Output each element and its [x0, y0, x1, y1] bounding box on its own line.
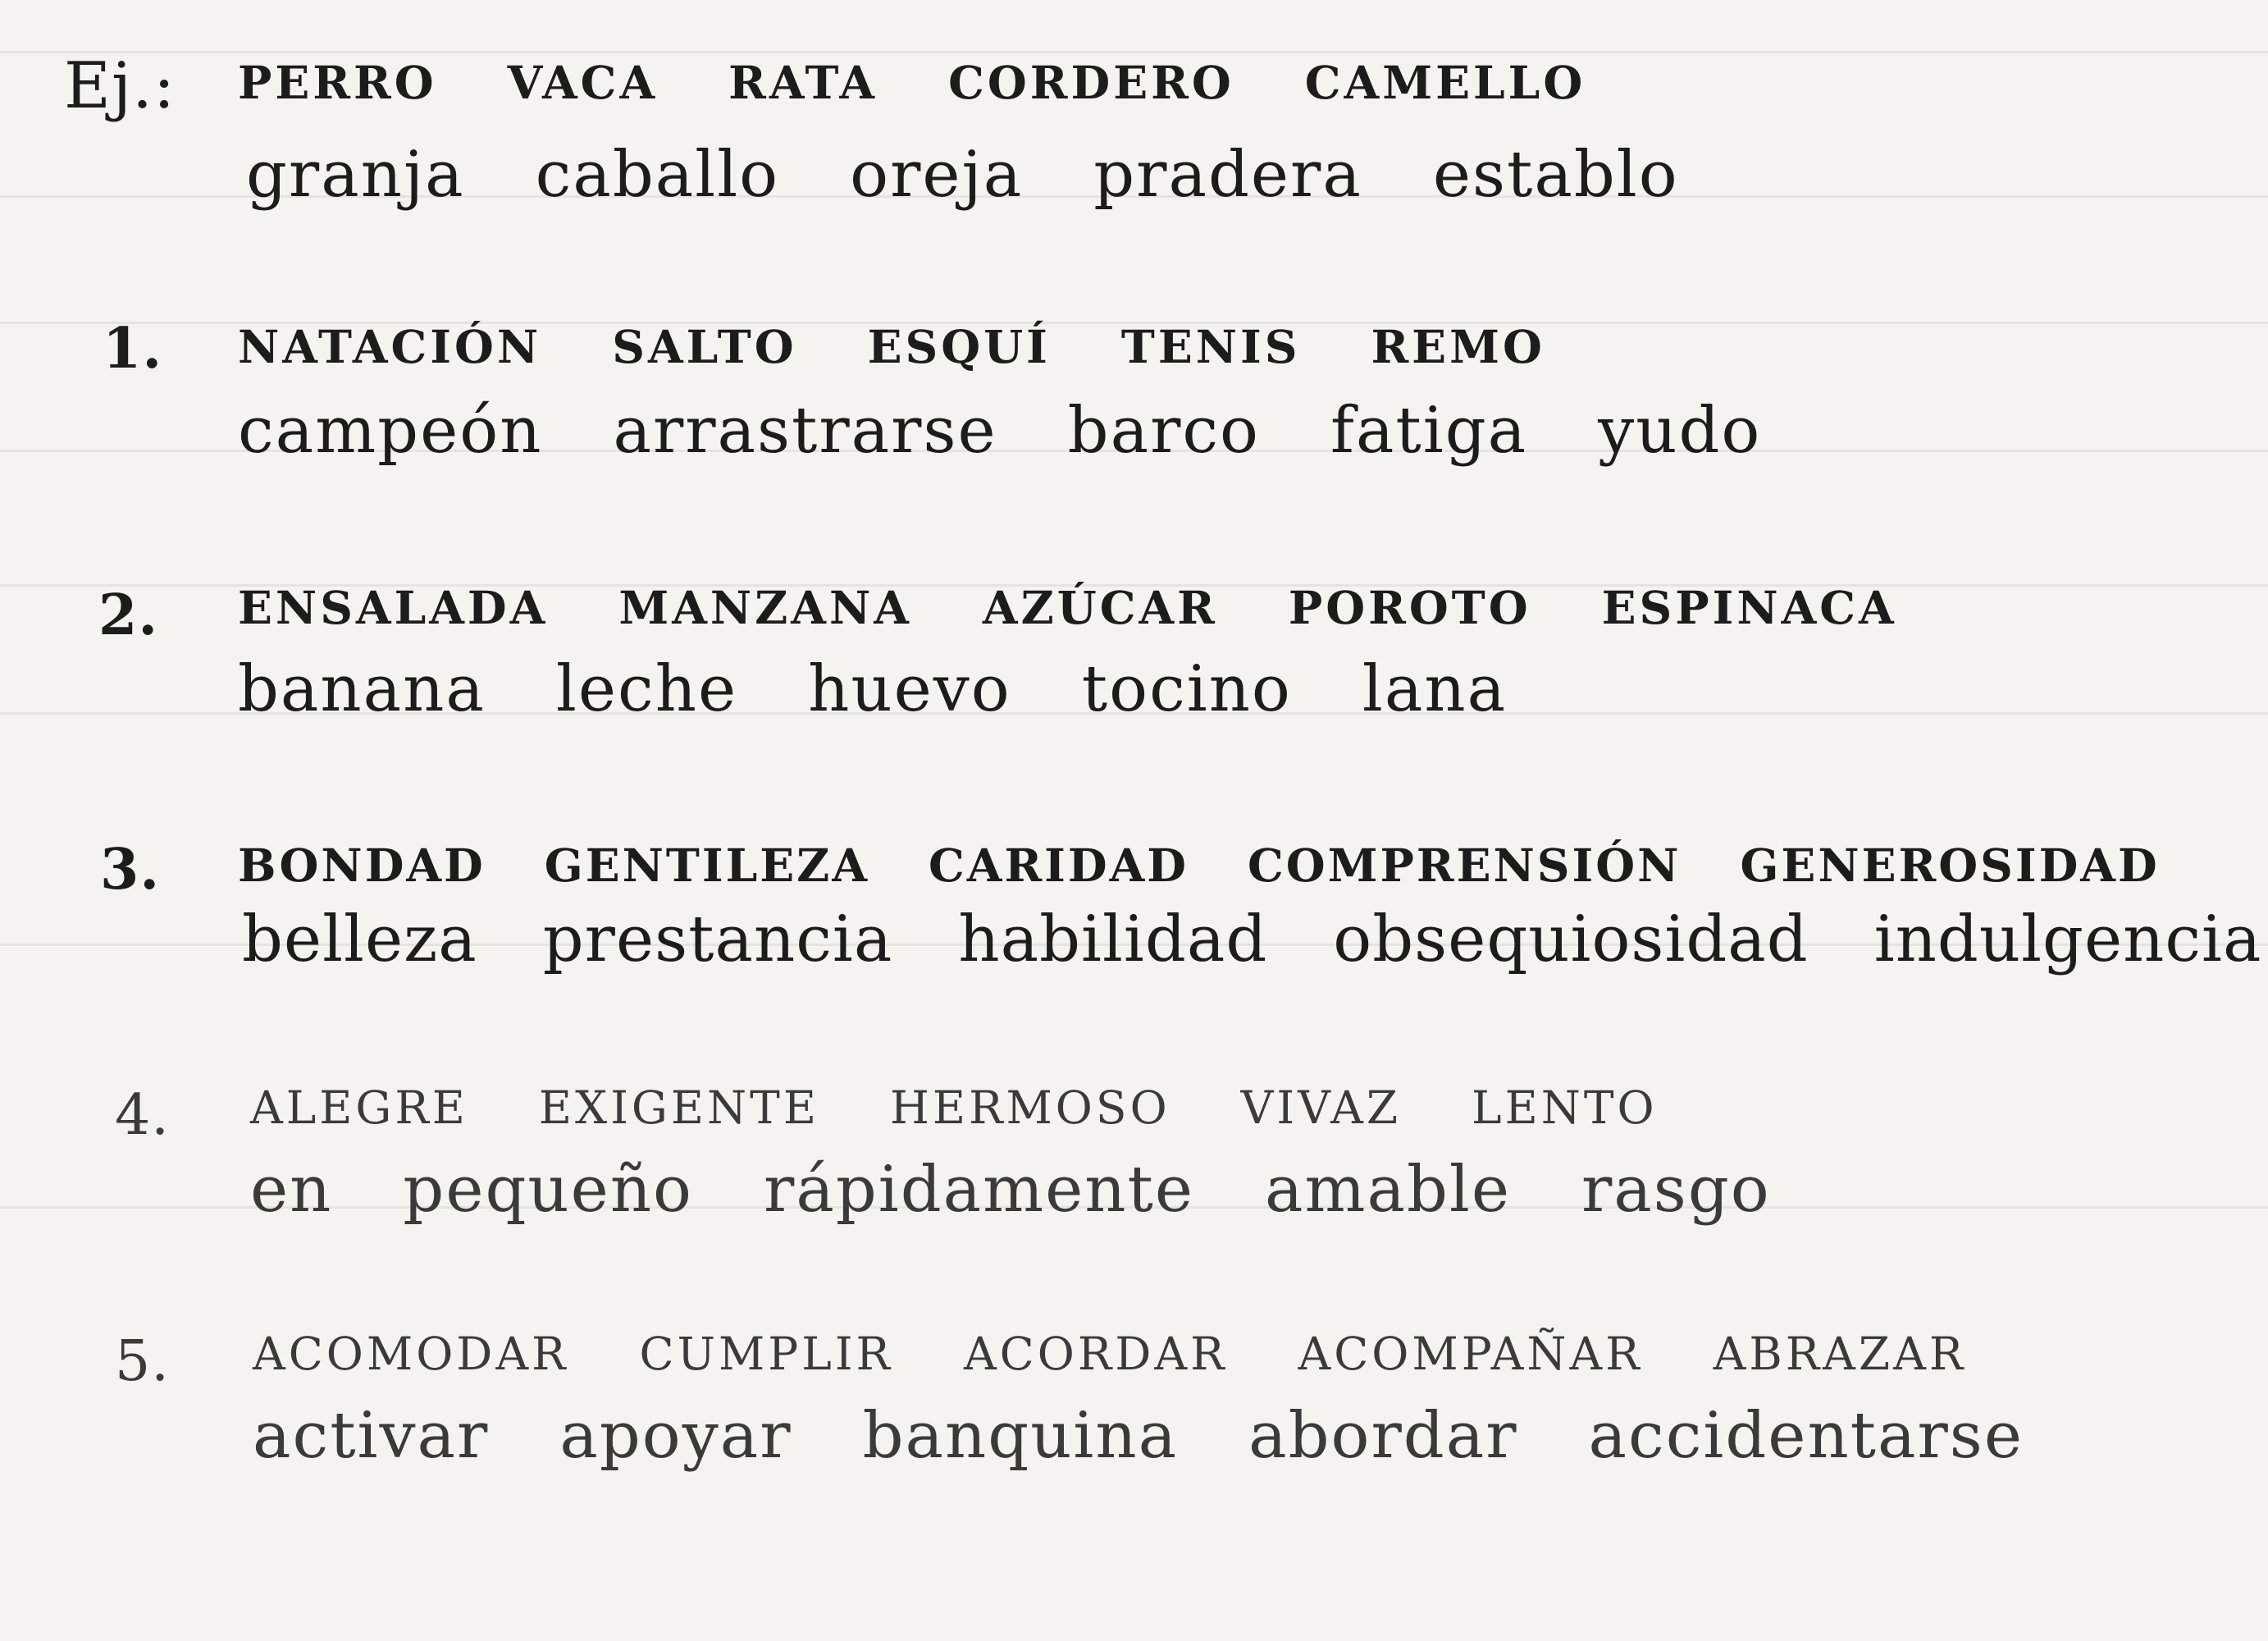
- option-word: accidentarse: [1588, 1399, 2024, 1473]
- caps-word: EXIGENTE: [538, 1081, 819, 1134]
- option-word: obsequiosidad: [1333, 903, 1809, 976]
- caps-word: TENIS: [1120, 320, 1301, 373]
- caps-word: ABRAZAR: [1713, 1328, 1967, 1380]
- option-word: belleza: [242, 903, 477, 976]
- caps-word: POROTO: [1288, 581, 1531, 634]
- caps-word: NATACIÓN: [238, 320, 542, 373]
- option-word: pradera: [1093, 138, 1362, 212]
- caps-word: ALEGRE: [250, 1081, 468, 1134]
- caps-row: [238, 581, 1968, 634]
- options-row: [242, 903, 2262, 976]
- caps-word: ACOMPAÑAR: [1298, 1328, 1643, 1380]
- caps-word: ENSALADA: [238, 581, 549, 634]
- example-options-row: [246, 138, 1750, 212]
- caps-word: VACA: [507, 56, 659, 109]
- item-number: 2.: [98, 583, 158, 648]
- option-word: fatiga: [1330, 394, 1528, 468]
- option-word: barco: [1067, 394, 1261, 468]
- caps-row: [238, 320, 1616, 373]
- options-row: [253, 1399, 2094, 1473]
- option-word: campeón: [238, 394, 543, 468]
- option-word: amable: [1265, 1153, 1512, 1227]
- caps-word: GENTILEZA: [544, 839, 870, 892]
- option-word: yudo: [1598, 394, 1762, 468]
- option-word: rasgo: [1581, 1153, 1771, 1227]
- option-word: en: [250, 1153, 333, 1227]
- caps-row: [250, 1081, 1728, 1134]
- caps-word: CORDERO: [948, 56, 1234, 109]
- caps-word: ACOMODAR: [253, 1328, 569, 1380]
- option-word: establo: [1432, 138, 1679, 212]
- option-word: tocino: [1081, 652, 1292, 726]
- example-label: Ej.:: [64, 49, 176, 123]
- caps-word: CAMELLO: [1304, 56, 1586, 109]
- caps-word: CUMPLIR: [639, 1328, 893, 1380]
- caps-word: ESPINACA: [1601, 581, 1897, 634]
- option-word: banquina: [862, 1399, 1179, 1473]
- caps-word: HERMOSO: [889, 1081, 1171, 1134]
- caps-word: RATA: [728, 56, 878, 109]
- example-caps-row: [238, 56, 1656, 109]
- options-row: [238, 652, 1577, 726]
- item-number: 5.: [115, 1329, 170, 1394]
- option-word: huevo: [808, 652, 1011, 726]
- caps-word: SALTO: [612, 320, 797, 373]
- option-word: banana: [238, 652, 486, 726]
- caps-word: LENTO: [1472, 1081, 1658, 1134]
- options-row: [238, 394, 1832, 468]
- option-word: activar: [253, 1399, 490, 1473]
- caps-word: ACORDAR: [963, 1328, 1228, 1380]
- caps-word: MANZANA: [618, 581, 912, 634]
- caps-word: VIVAZ: [1240, 1081, 1402, 1134]
- caps-word: AZÚCAR: [982, 581, 1218, 634]
- option-word: pequeño: [403, 1153, 694, 1227]
- option-word: leche: [555, 652, 738, 726]
- option-word: habilidad: [958, 903, 1268, 976]
- option-word: oreja: [850, 138, 1024, 212]
- caps-row: [253, 1328, 2037, 1380]
- option-word: rápidamente: [764, 1153, 1194, 1227]
- item-number: 4.: [115, 1083, 170, 1148]
- option-word: prestancia: [542, 903, 893, 976]
- options-row: [250, 1153, 1841, 1227]
- caps-word: ESQUÍ: [867, 320, 1051, 373]
- option-word: caballo: [535, 138, 780, 212]
- caps-word: BONDAD: [238, 839, 486, 892]
- option-word: abordar: [1248, 1399, 1518, 1473]
- option-word: granja: [246, 138, 465, 212]
- option-word: indulgencia: [1873, 903, 2262, 976]
- item-number: 3.: [100, 837, 160, 903]
- item-number: 1.: [103, 316, 162, 382]
- option-word: arrastrarse: [613, 394, 997, 468]
- caps-word: GENEROSIDAD: [1740, 839, 2160, 892]
- caps-word: REMO: [1371, 320, 1545, 373]
- caps-word: PERRO: [238, 56, 437, 109]
- option-word: apoyar: [559, 1399, 792, 1473]
- caps-word: COMPRENSIÓN: [1247, 839, 1682, 892]
- option-word: lana: [1362, 652, 1508, 726]
- caps-word: CARIDAD: [929, 839, 1189, 892]
- caps-row: [238, 839, 2160, 892]
